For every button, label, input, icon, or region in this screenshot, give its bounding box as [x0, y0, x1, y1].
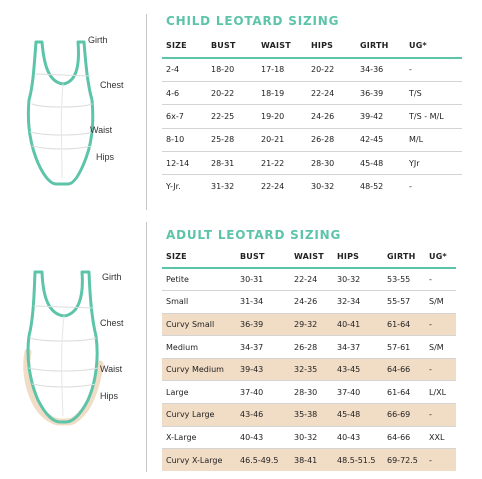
cell-ug: -: [425, 268, 456, 291]
child-table-header-row: [162, 34, 462, 58]
cell-size: Curvy Medium: [162, 358, 236, 381]
cell-waist: 21-22: [257, 152, 307, 175]
cell-bust: 34-37: [236, 336, 290, 359]
cell-bust: 25-28: [207, 128, 257, 151]
child-waist-label: Waist: [90, 125, 113, 135]
cell-girth: 42-45: [356, 128, 405, 151]
child-sizing-table: [162, 34, 462, 198]
child-section-title: CHILD LEOTARD SIZING: [166, 14, 340, 28]
child-girth-label: Girth: [88, 35, 108, 45]
cell-ug: -: [409, 182, 412, 192]
cell-hips: 22-24: [307, 81, 356, 104]
cell-hips: 45-48: [333, 404, 383, 427]
cell-waist: 38-41: [290, 449, 333, 472]
cell-hips: 32-34: [333, 291, 383, 314]
child-leotard-outline: [28, 42, 92, 184]
cell-size: Petite: [162, 268, 236, 291]
cell-bust: 40-43: [236, 426, 290, 449]
table-row: [162, 426, 456, 449]
cell-ug: M/L: [405, 128, 462, 151]
table-row: [162, 81, 462, 104]
cell-bust: 46.5-49.5: [236, 449, 290, 472]
cell-bust: 31-32: [211, 182, 235, 192]
cell-size: Medium: [162, 336, 236, 359]
cell-waist: 26-28: [290, 336, 333, 359]
cell-waist: 29-32: [290, 313, 333, 336]
cell-bust: 36-39: [236, 313, 290, 336]
cell-size: X-Large: [162, 426, 236, 449]
cell-size: 12-14: [162, 152, 207, 175]
column-header-ug: UG*: [405, 34, 462, 58]
adult-sizing-table: [162, 246, 456, 471]
cell-hips: 20-22: [307, 58, 356, 81]
cell-hips: 37-40: [333, 381, 383, 404]
cell-hips: 26-28: [307, 128, 356, 151]
cell-girth: 69-72.5: [383, 449, 425, 472]
cell-waist: 20-21: [257, 128, 307, 151]
table-row: [162, 336, 456, 359]
cell-girth: 66-69: [383, 404, 425, 427]
cell-girth: 57-61: [383, 336, 425, 359]
cell-girth: 61-64: [383, 381, 425, 404]
table-row-highlighted: [162, 404, 456, 427]
cell-waist: 24-26: [290, 291, 333, 314]
adult-chest-label: Chest: [100, 318, 124, 328]
cell-ug: S/M: [425, 336, 456, 359]
column-header-waist: WAIST: [257, 34, 307, 58]
cell-hips: 40-41: [333, 313, 383, 336]
cell-size: Large: [162, 381, 236, 404]
cell-waist: 19-20: [257, 105, 307, 128]
cell-hips: 48.5-51.5: [333, 449, 383, 472]
column-header-girth: GIRTH: [356, 34, 405, 58]
cell-girth: 53-55: [383, 268, 425, 291]
cell-hips: 43-45: [333, 358, 383, 381]
table-row: [162, 381, 456, 404]
adult-divider: [146, 222, 147, 472]
cell-hips: 28-30: [307, 152, 356, 175]
cell-girth: 64-66: [383, 426, 425, 449]
child-hips-label: Hips: [96, 152, 115, 162]
table-row-highlighted: [162, 358, 456, 381]
cell-waist: 28-30: [290, 381, 333, 404]
table-row-highlighted: [162, 313, 456, 336]
cell-ug: -: [425, 313, 456, 336]
cell-ug: YJr: [405, 152, 462, 175]
cell-waist: 17-18: [257, 58, 307, 81]
cell-girth: 48-52: [360, 182, 384, 192]
column-header-ug: UG*: [425, 246, 456, 268]
cell-size: Curvy Large: [162, 404, 236, 427]
cell-waist: 35-38: [290, 404, 333, 427]
child-divider: [146, 14, 147, 210]
table-row: [162, 152, 462, 175]
cell-ug: -: [425, 358, 456, 381]
cell-bust: 31-34: [236, 291, 290, 314]
cell-ug: L/XL: [425, 381, 456, 404]
cell-size: 4-6: [162, 81, 207, 104]
column-header-hips: HIPS: [307, 34, 356, 58]
cell-girth: 34-36: [356, 58, 405, 81]
cell-waist: 22-24: [261, 182, 285, 192]
table-row: [162, 175, 462, 198]
cell-hips: 30-32: [311, 182, 335, 192]
cell-bust: 39-43: [236, 358, 290, 381]
cell-ug: T/S - M/L: [405, 105, 462, 128]
cell-bust: 43-46: [236, 404, 290, 427]
cell-ug: XXL: [425, 426, 456, 449]
column-header-hips: HIPS: [333, 246, 383, 268]
cell-bust: 37-40: [236, 381, 290, 404]
cell-ug: S/M: [425, 291, 456, 314]
column-header-size: SIZE: [162, 34, 207, 58]
cell-girth: 61-64: [383, 313, 425, 336]
adult-waist-label: Waist: [100, 364, 123, 374]
table-row: [162, 291, 456, 314]
cell-bust: 30-31: [236, 268, 290, 291]
column-header-girth: GIRTH: [383, 246, 425, 268]
cell-ug: -: [405, 58, 462, 81]
column-header-bust: BUST: [207, 34, 257, 58]
cell-size: Curvy X-Large: [162, 449, 236, 472]
cell-size: Curvy Small: [162, 313, 236, 336]
cell-waist: 22-24: [290, 268, 333, 291]
cell-waist: 32-35: [290, 358, 333, 381]
cell-bust: 28-31: [207, 152, 257, 175]
cell-bust: 20-22: [207, 81, 257, 104]
cell-girth: 45-48: [356, 152, 405, 175]
column-header-bust: BUST: [236, 246, 290, 268]
cell-waist: 30-32: [290, 426, 333, 449]
child-leotard-figure: [22, 38, 102, 188]
cell-hips: 24-26: [307, 105, 356, 128]
cell-girth: 36-39: [356, 81, 405, 104]
cell-size: 8-10: [162, 128, 207, 151]
cell-girth: 39-42: [356, 105, 405, 128]
cell-hips: 40-43: [333, 426, 383, 449]
column-header-size: SIZE: [162, 246, 236, 268]
cell-hips: 30-32: [333, 268, 383, 291]
cell-girth: 64-66: [383, 358, 425, 381]
adult-hips-label: Hips: [100, 391, 119, 401]
adult-table-header-row: [162, 246, 456, 268]
cell-bust: 22-25: [207, 105, 257, 128]
cell-ug: -: [425, 449, 456, 472]
cell-ug: -: [425, 404, 456, 427]
cell-size: 2-4: [162, 58, 207, 81]
cell-bust: 18-20: [207, 58, 257, 81]
adult-section-title: ADULT LEOTARD SIZING: [166, 228, 342, 242]
cell-hips: 34-37: [333, 336, 383, 359]
adult-girth-label: Girth: [102, 272, 122, 282]
cell-size: 6x-7: [162, 105, 207, 128]
table-row: [162, 128, 462, 151]
cell-ug: T/S: [405, 81, 462, 104]
cell-girth: 55-57: [383, 291, 425, 314]
table-row: [162, 58, 462, 81]
child-chest-label: Chest: [100, 80, 124, 90]
table-row: [162, 105, 462, 128]
table-row-highlighted: [162, 449, 456, 472]
cell-size: Y-Jr.: [166, 182, 181, 192]
cell-waist: 18-19: [257, 81, 307, 104]
adult-leotard-figure: [20, 266, 106, 426]
column-header-waist: WAIST: [290, 246, 333, 268]
table-row: [162, 268, 456, 291]
cell-size: Small: [162, 291, 236, 314]
